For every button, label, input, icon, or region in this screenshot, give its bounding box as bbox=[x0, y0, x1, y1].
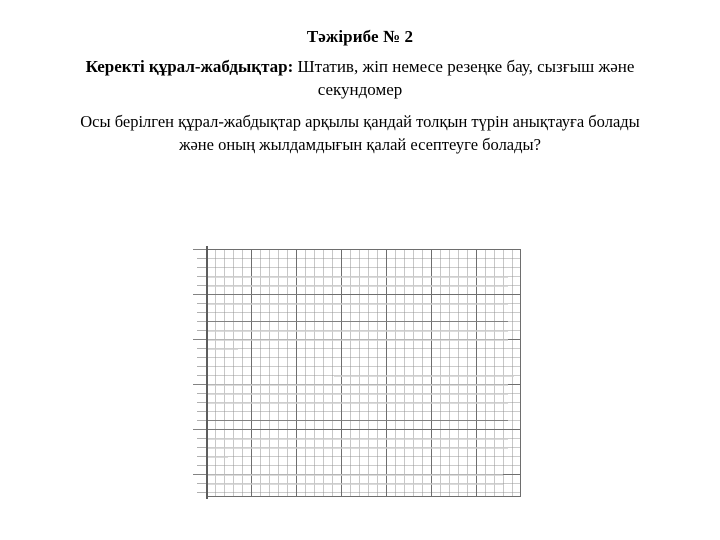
scan-band bbox=[208, 294, 328, 295]
y-axis-tick bbox=[197, 276, 206, 277]
y-axis-tick bbox=[197, 483, 206, 484]
scan-band bbox=[208, 429, 253, 430]
y-axis-tick bbox=[197, 438, 206, 439]
graph-figure bbox=[186, 244, 526, 502]
y-axis-line bbox=[206, 246, 208, 499]
y-axis-tick bbox=[197, 375, 206, 376]
y-axis-tick bbox=[197, 267, 206, 268]
scan-band bbox=[208, 456, 228, 458]
y-axis-tick bbox=[193, 429, 206, 430]
scan-band bbox=[208, 348, 238, 350]
y-axis-tick bbox=[193, 339, 206, 340]
y-axis-tick bbox=[193, 384, 206, 385]
graph-paper-image bbox=[186, 244, 526, 502]
y-axis-tick bbox=[197, 258, 206, 259]
scan-band bbox=[208, 384, 508, 386]
y-axis-tick bbox=[197, 393, 206, 394]
scan-band bbox=[208, 303, 508, 305]
y-axis-tick bbox=[197, 456, 206, 457]
y-axis-tick bbox=[197, 402, 206, 403]
equipment-paragraph bbox=[36, 56, 684, 101]
y-axis-tick bbox=[193, 249, 206, 250]
y-axis-tick bbox=[197, 321, 206, 322]
scan-band bbox=[208, 420, 508, 421]
y-axis-tick bbox=[197, 420, 206, 421]
scan-band bbox=[208, 285, 508, 287]
y-axis-tick bbox=[197, 357, 206, 358]
y-axis-tick bbox=[193, 294, 206, 295]
scan-band bbox=[208, 402, 508, 404]
y-axis-tick-group bbox=[192, 246, 206, 499]
y-axis-tick bbox=[197, 348, 206, 349]
scan-band bbox=[208, 483, 503, 485]
y-axis-tick bbox=[193, 474, 206, 475]
scan-band bbox=[208, 330, 508, 332]
scan-band bbox=[334, 375, 514, 377]
slide-text-area bbox=[36, 26, 684, 163]
scan-band bbox=[208, 276, 508, 278]
y-axis-tick bbox=[197, 465, 206, 466]
scan-band bbox=[208, 393, 508, 395]
scan-band bbox=[208, 438, 508, 440]
y-axis-tick bbox=[197, 312, 206, 313]
equipment-value: Штатив, жіп немесе резеңке бау, сызғыш және секундомер bbox=[293, 57, 635, 99]
scan-band bbox=[208, 474, 503, 476]
scan-band bbox=[208, 339, 508, 341]
scan-band bbox=[208, 447, 508, 449]
y-axis-tick bbox=[197, 366, 206, 367]
y-axis-tick bbox=[197, 411, 206, 412]
page-title: Тәжірибе № 2 bbox=[306, 27, 414, 46]
y-axis-tick bbox=[197, 492, 206, 493]
y-axis-tick bbox=[197, 285, 206, 286]
y-axis-tick bbox=[197, 303, 206, 304]
question-paragraph: Осы берілген құрал-жабдықтар арқылы қандай толқын түрін анықтауға болады және оның жылдамдығын қалай есептеуге болады? bbox=[80, 112, 640, 154]
equipment-label: Керекті құрал-жабдықтар: bbox=[85, 57, 294, 77]
scan-band bbox=[208, 321, 508, 322]
y-axis-tick bbox=[197, 330, 206, 331]
y-axis-tick bbox=[197, 447, 206, 448]
